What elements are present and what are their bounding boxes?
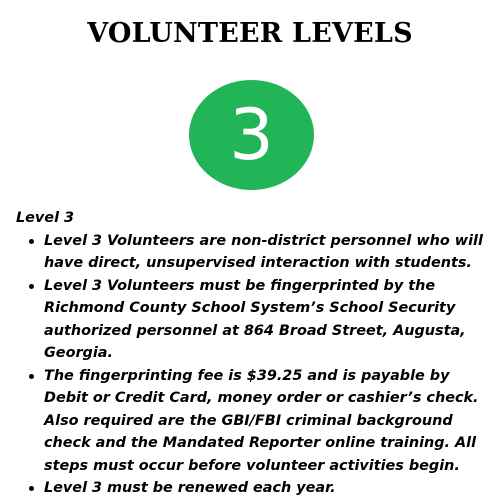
page-title: VOLUNTEER LEVELS xyxy=(87,18,413,49)
list-item: Level 3 must be renewed each year. xyxy=(16,477,490,500)
level-number-badge xyxy=(189,80,314,190)
list-item: Level 3 Volunteers must be fingerprinted by the Richmond County School System’s School Security authorized personnel at 864 Broad Street, Augusta, Georgia. xyxy=(16,275,490,365)
level-description xyxy=(16,207,490,500)
level-number: 3 xyxy=(229,94,274,176)
list-item: Level 3 Volunteers are non-district personnel who will have direct, unsupervised interaction with students. xyxy=(16,230,490,275)
section-label: Level 3 xyxy=(16,210,75,226)
requirements-list xyxy=(16,230,490,500)
list-item: The fingerprinting fee is $39.25 and is payable by Debit or Credit Card, money order or cashier’s check. Also required are the GBI/FBI criminal background check and the Mandated Reporter online training. All steps must occur before volunteer activities begin. xyxy=(16,365,490,478)
